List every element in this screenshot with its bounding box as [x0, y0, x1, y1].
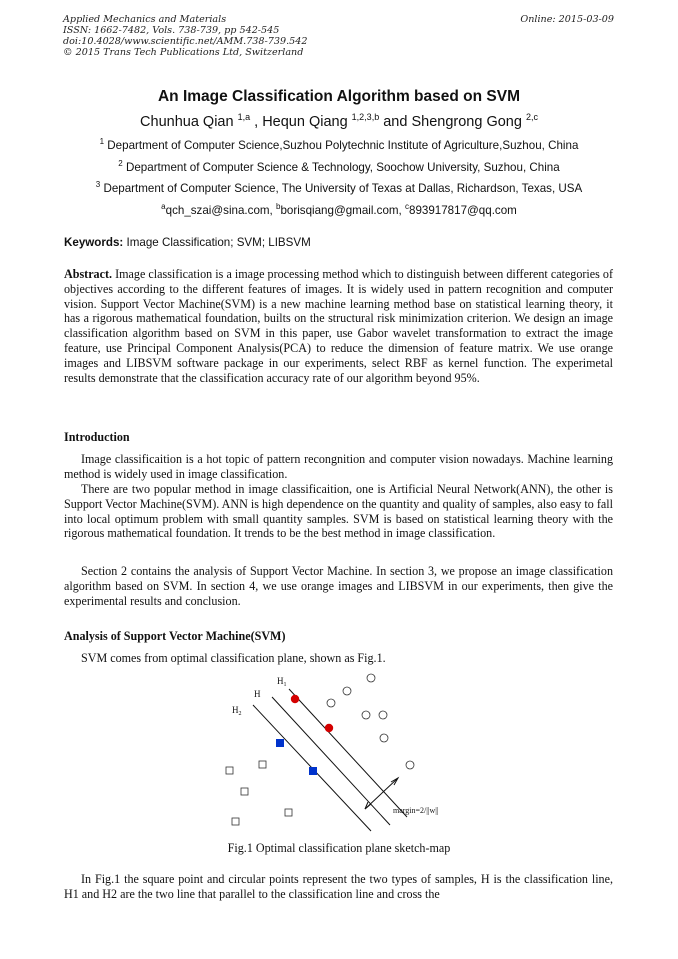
email-mark: c — [405, 202, 409, 211]
journal-copyright: © 2015 Trans Tech Publications Ltd, Switzerland — [63, 47, 304, 58]
support-vector-square — [309, 767, 317, 775]
affiliation — [0, 137, 678, 152]
support-vector-circle — [291, 695, 299, 703]
author-list — [0, 112, 678, 130]
section-heading-introduction: Introduction — [64, 430, 130, 444]
online-date: Online: 2015-03-09 — [520, 14, 614, 25]
journal-doi: doi:10.4028/www.scientific.net/AMM.738-739.542 — [63, 36, 308, 47]
abstract-label: Abstract. — [64, 267, 113, 281]
email-address[interactable]: borisqiang@gmail.com, — [280, 203, 405, 217]
class-circle-sample — [367, 674, 375, 682]
h1-line — [289, 689, 407, 817]
h2-label: $H_2$ — [232, 705, 242, 717]
affiliation-text: Department of Computer Science & Technology, Soochow University, Suzhou, China — [125, 160, 560, 174]
h1-label: $H_1$ — [277, 676, 287, 688]
author-affiliation-mark: 1,2,3,b — [351, 112, 380, 122]
class-square-sample — [241, 788, 248, 795]
keywords-text: Image Classification; SVM; LIBSVM — [126, 236, 311, 249]
author-affiliation-mark: 2,c — [525, 112, 538, 122]
author-affiliation-mark: 1,a — [237, 112, 251, 122]
abstract — [64, 267, 613, 385]
section-heading-analysis: Analysis of Support Vector Machine(SVM) — [64, 629, 286, 643]
author-separator: , — [254, 113, 259, 130]
affiliation-text: Department of Computer Science,Suzhou Polytechnic Institute of Agriculture,Suzhou, China — [107, 138, 579, 152]
keywords — [64, 236, 311, 249]
intro-paragraph: Image classificaition is a hot topic of pattern recongnition and computer vision nowadays. Machine learning method is widely used in image classification. — [64, 452, 613, 481]
paper-title: An Image Classification Algorithm based on SVM — [157, 88, 520, 105]
class-circle-sample — [343, 687, 351, 695]
journal-header — [63, 14, 614, 58]
class-circle-sample — [362, 711, 370, 719]
class-square-sample — [226, 767, 233, 774]
analysis-intro: SVM comes from optimal classification plane, shown as Fig.1. — [81, 651, 386, 665]
h-line — [272, 697, 390, 825]
class-circle-sample — [406, 761, 414, 769]
affiliation-text: Department of Computer Science, The University of Texas at Dallas, Richardson, Texas, USA — [103, 181, 583, 195]
margin-label: margin=2/||w|| — [393, 806, 439, 815]
class-circle-sample — [379, 711, 387, 719]
analysis-paragraph: In Fig.1 the square point and circular points represent the two types of samples, H is the classification line, H1 and H2 are the two line that parallel to the classification line and cross the — [64, 872, 613, 901]
class-circle-sample — [380, 734, 388, 742]
affiliation-mark: 2 — [118, 159, 123, 168]
email-mark: a — [161, 202, 166, 211]
journal-issn: ISSN: 1662-7482, Vols. 738-739, pp 542-545 — [63, 25, 280, 36]
affiliation — [0, 159, 678, 174]
affiliation — [0, 180, 678, 195]
email-address[interactable]: 893917817@qq.com — [409, 203, 517, 217]
svm-figure — [210, 668, 475, 833]
h-label: H — [254, 689, 261, 699]
affiliation-mark: 1 — [99, 137, 105, 146]
class-square-sample — [285, 809, 292, 816]
figure-caption: Fig.1 Optimal classification plane sketch-map — [227, 841, 451, 855]
class-square-sample — [232, 818, 239, 825]
author-name: Shengrong Gong — [411, 113, 522, 130]
email-mark: b — [276, 202, 281, 211]
class-square-sample — [259, 761, 266, 768]
author-separator: and — [383, 113, 408, 130]
affiliation-mark: 3 — [95, 180, 101, 189]
author-name: Chunhua Qian — [140, 113, 234, 130]
support-vector-circle — [325, 724, 333, 732]
keywords-label: Keywords: — [64, 236, 124, 249]
email-list — [0, 202, 678, 217]
support-vector-square — [276, 739, 284, 747]
intro-paragraph: Section 2 contains the analysis of Support Vector Machine. In section 3, we propose an image classification algorithm based on SVM. In section 4, we use orange images and LIBSVM in our experiments, then give the experimental results and conclusion. — [64, 564, 613, 608]
class-circle-sample — [327, 699, 335, 707]
email-address[interactable]: qch_szai@sina.com, — [165, 203, 276, 217]
intro-paragraph: There are two popular method in image classificaition, one is Artificial Neural Network(ANN), the other is Support Vector Machine(SVM). ANN is high dependence on the quantity and quality of samples, also easy to fall into local optimum problem with small quantity samples. SVM is based on statistical learning theory with the rigorous mathematical foundation. It trends to be the best method in image classification. — [64, 482, 613, 541]
journal-name: Applied Mechanics and Materials — [63, 14, 227, 25]
abstract-text: Image classification is a image processing method which to distinguish between different categories of objectives according to the different features of images. It is widely used in pattern recognition and computer vision. Support Vector Machine(SVM) is a new machine learning method base on statistical learning theory, it has a rigorous mathematical foundation, builts on the structural risk minimization criterion. We design an image classification algorithm based on SVM in this paper, use Gabor wavelet transformation to extract the image feature, use Principal Component Analysis(PCA) to reduce the dimension of feature matrix. We use orange images and LIBSVM software package in our experiments, select RBF as kernel function. The experimetal results demonstrate that the classification accuracy rate of our algorithm beyond 95%. — [64, 267, 614, 385]
author-name: Hequn Qiang — [262, 113, 348, 130]
